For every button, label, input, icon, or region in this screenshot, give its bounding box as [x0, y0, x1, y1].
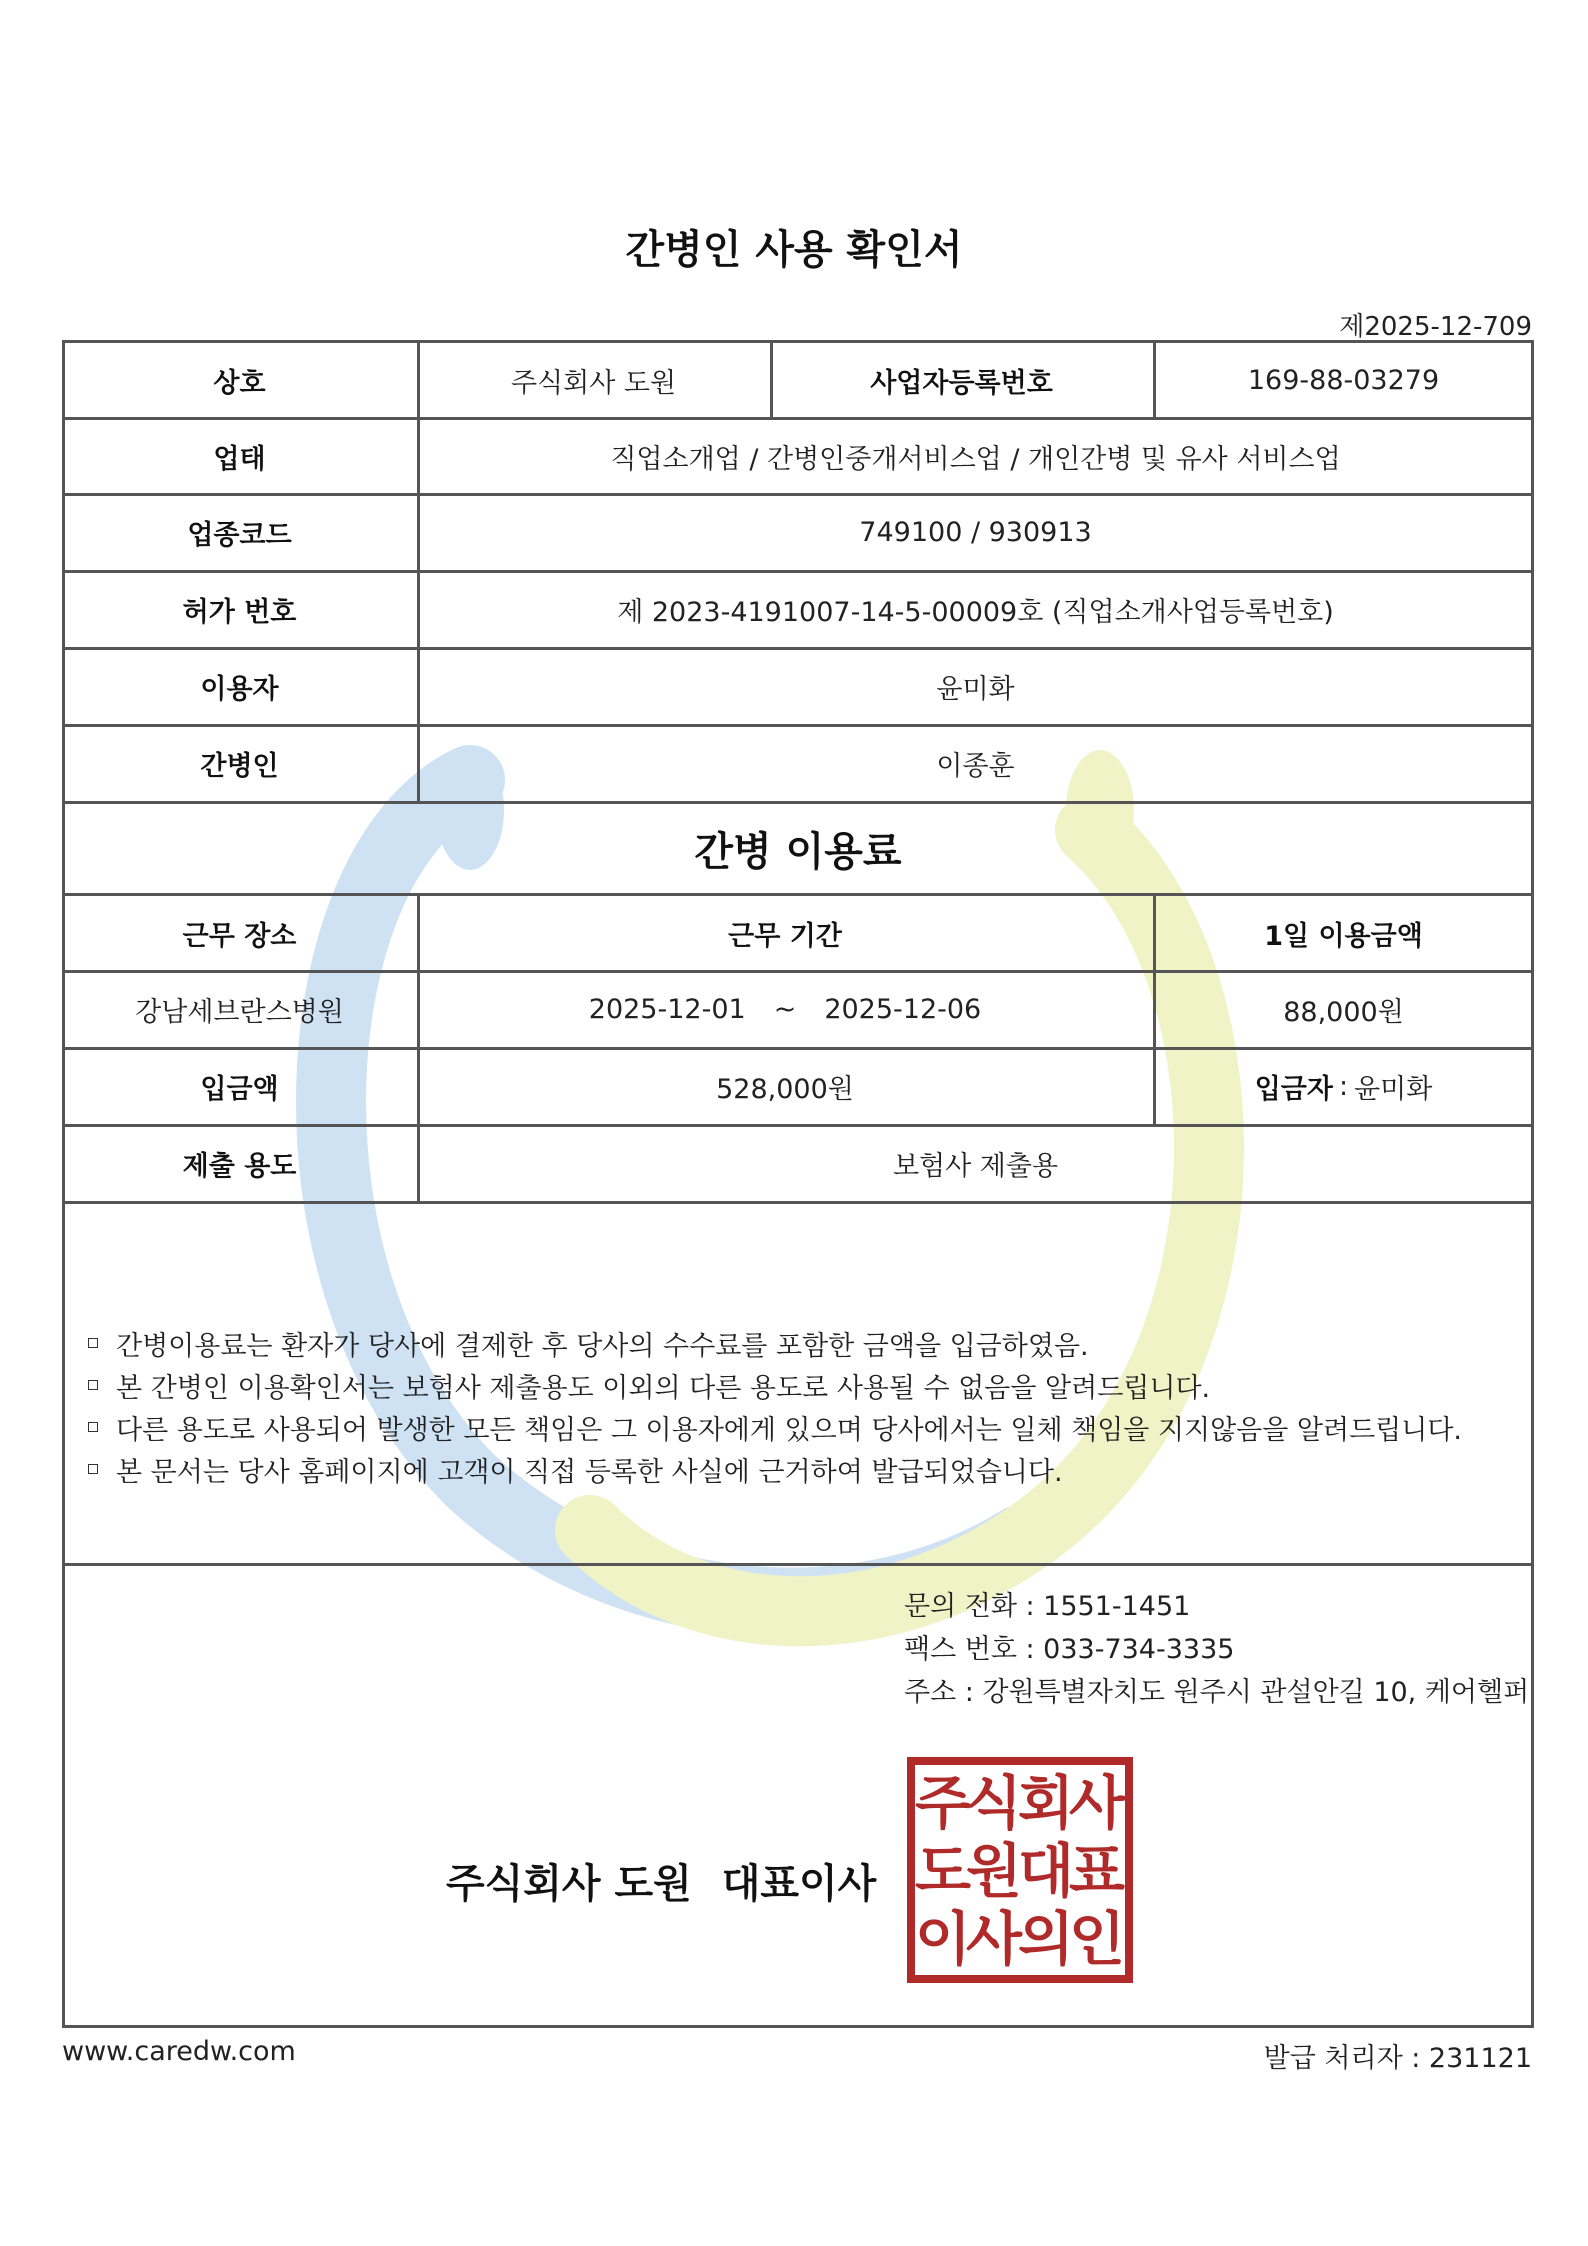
purpose-label: 제출 용도: [182, 1151, 297, 1182]
svg-text:회: 회: [1017, 1769, 1075, 1837]
fee-section-title: 간병 이용료: [694, 828, 902, 875]
svg-text:이: 이: [914, 1905, 972, 1973]
website-link[interactable]: www.caredw.com: [62, 2036, 296, 2067]
license-value: 제 2023-4191007-14-5-00009호 (직업소개사업등록번호): [617, 597, 1334, 628]
company-name: 주식회사 도원: [446, 1861, 692, 1907]
document-number: 제2025-12-709: [1339, 312, 1532, 342]
document-title: 간병인 사용 확인서: [625, 227, 963, 273]
square-bullet-icon: [88, 1422, 98, 1432]
biztype-label: 업태: [213, 443, 266, 475]
caregiver-label: 간병인: [200, 751, 279, 782]
square-bullet-icon: [88, 1464, 98, 1474]
depositor-label: 입금자: [1254, 1074, 1333, 1105]
company-value: 주식회사 도원: [510, 367, 677, 399]
user-label: 이용자: [200, 674, 279, 705]
note-item: 간병이용료는 환자가 당사에 결제한 후 당사의 수수료를 포함한 금액을 입금하였음.: [86, 1322, 1462, 1364]
square-bullet-icon: [88, 1338, 98, 1348]
contact-fax: 팩스 번호 : 033-734-3335: [904, 1634, 1235, 1665]
caregiver-value: 이종훈: [936, 751, 1015, 782]
depositor: [1153, 1048, 1534, 1125]
issuer-info: 발급 처리자 : 231121: [1263, 2043, 1532, 2074]
svg-text:인: 인: [1068, 1905, 1126, 1973]
bizno-label: 사업자등록번호: [870, 367, 1053, 399]
note-item: 본 문서는 당사 홈페이지에 고객이 직접 등록한 사실에 근거하여 발급되었습니다.: [86, 1448, 1462, 1490]
note-item: 본 간병인 이용확인서는 보험사 제출용도 이외의 다른 용도로 사용될 수 없음을 알려드립니다.: [86, 1364, 1462, 1406]
svg-text:표: 표: [1068, 1837, 1126, 1905]
biztype-value: 직업소개업 / 간병인중개서비스업 / 개인간병 및 유사 서비스업: [610, 443, 1341, 475]
note-item: 다른 용도로 사용되어 발생한 모든 책임은 그 이용자에게 있으며 당사에서는 일체 책임을 지지않음을 알려드립니다.: [86, 1406, 1462, 1448]
svg-text:주: 주: [914, 1769, 972, 1837]
row-divider: [62, 1563, 1534, 1566]
svg-text:의: 의: [1017, 1905, 1075, 1973]
period-end: 2025-12-06: [824, 994, 982, 1025]
license-label: 허가 번호: [182, 597, 297, 628]
bizcode-label: 업종코드: [187, 520, 292, 551]
deposit-label: 입금액: [200, 1074, 279, 1105]
svg-text:식: 식: [965, 1769, 1023, 1837]
svg-text:사: 사: [1068, 1769, 1126, 1837]
user-value: 윤미화: [936, 674, 1015, 705]
period-separator: ~: [773, 994, 797, 1025]
notes-list: [86, 1322, 1462, 1490]
period-start: 2025-12-01: [588, 994, 746, 1025]
depositor-value: 윤미화: [1354, 1074, 1433, 1105]
svg-text:도: 도: [914, 1837, 972, 1905]
contact-address: 주소 : 강원특별자치도 원주시 관설안길 10, 케어헬퍼: [904, 1677, 1530, 1708]
bizno-value: 169-88-03279: [1247, 364, 1440, 396]
company-signature: [446, 1852, 876, 1909]
svg-text:원: 원: [965, 1837, 1023, 1905]
place-value: 강남세브란스병원: [135, 997, 344, 1028]
contact-info: [904, 1585, 1529, 1714]
daily-value: 88,000원: [1283, 997, 1404, 1028]
deposit-value: 528,000원: [716, 1074, 854, 1105]
period-label: 근무 기간: [728, 920, 842, 952]
company-label: 상호: [213, 367, 266, 399]
place-label: 근무 장소: [182, 920, 297, 952]
period-value: [417, 971, 1153, 1048]
daily-label: 1일 이용금액: [1264, 920, 1423, 952]
svg-text:사: 사: [965, 1905, 1023, 1973]
square-bullet-icon: [88, 1380, 98, 1390]
depositor-colon: :: [1338, 1071, 1349, 1102]
svg-text:대: 대: [1017, 1837, 1075, 1905]
contact-phone: 문의 전화 : 1551-1451: [904, 1591, 1191, 1622]
company-seal-stamp: [907, 1757, 1133, 1983]
purpose-value: 보험사 제출용: [892, 1151, 1059, 1182]
company-role: 대표이사: [721, 1861, 877, 1907]
bizcode-value: 749100 / 930913: [859, 517, 1092, 548]
